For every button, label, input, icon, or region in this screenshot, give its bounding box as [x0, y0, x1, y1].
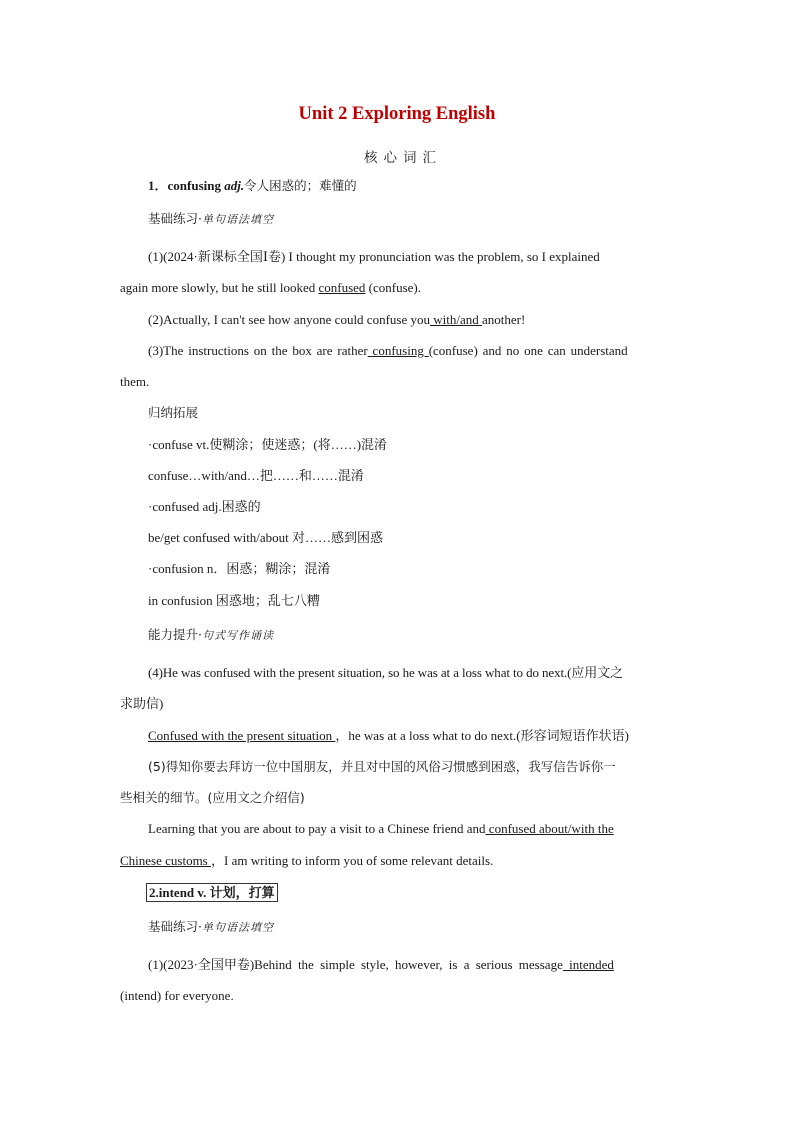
expand-heading: 归纳拓展	[148, 405, 199, 420]
exercise-4-line-2: 求助信)	[120, 696, 164, 711]
answer-blank: confusing	[367, 343, 429, 358]
item-word: confusing	[167, 178, 221, 193]
vocab-item-2-heading: 2.intend v. 计划，打算	[146, 883, 278, 902]
answer-blank: Chinese customs	[120, 853, 211, 868]
page-title: Unit 2 Exploring English	[298, 104, 496, 124]
expand-line-1: ·confuse vt.使糊涂；使迷惑；(将……)混淆	[148, 437, 388, 452]
expand-line-6: in confusion 困惑地；乱七八糟	[148, 593, 320, 608]
item-pos: adj.	[224, 178, 245, 193]
section-ability-practice: 能力提升·句式写作诵读	[148, 627, 274, 642]
section-subtitle: 核心词汇	[364, 150, 442, 166]
exercise-6-line-1: (1)(2023·全国甲卷)Behind the simple style, however, is a serious message intended	[148, 957, 614, 972]
exercise-4-line-1: (4)He was confused with the present situation, so he was at a loss what to do next.(应用文之	[148, 665, 623, 680]
answer-blank: confused about/with the	[485, 821, 614, 836]
exercise-5-line-3: Learning that you are about to pay a visit to a Chinese friend and confused about/with the	[148, 821, 614, 836]
answer-blank: intended	[562, 957, 614, 972]
answer-blank: Confused with the present situation	[148, 728, 336, 743]
exercise-1-line-1: (1)(2024·新课标全国Ⅰ卷) I thought my pronunciation was the problem, so I explained	[148, 249, 600, 264]
expand-line-3: ·confused adj.困惑的	[148, 499, 261, 514]
expand-line-2: confuse…with/and…把……和……混淆	[148, 468, 364, 483]
expand-line-4: be/get confused with/about 对……感到困惑	[148, 530, 384, 545]
exercise-2: (2)Actually, I can't see how anyone could confuse you with/and another!	[148, 312, 526, 327]
exercise-1-line-2: again more slowly, but he still looked confused (confuse).	[120, 280, 421, 295]
exercise-3-line-1: (3)The instructions on the box are rather confusing (confuse) and no one can understand	[148, 343, 628, 358]
vocab-item-1-heading	[148, 177, 357, 195]
exercise-5-line-1: (5)得知你要去拜访一位中国朋友，并且对中国的风俗习惯感到困惑，我写信告诉你一	[148, 759, 616, 774]
exercise-5-line-2: 些相关的细节。(应用文之介绍信)	[120, 790, 305, 805]
exercise-3-line-2: them.	[120, 374, 150, 389]
expand-line-5: ·confusion n．困惑；糊涂；混淆	[148, 561, 331, 576]
exercise-4-answer-line: Confused with the present situation ，he was at a loss what to do next.(形容词短语作状语)	[148, 728, 629, 743]
exercise-6-line-2: (intend) for everyone.	[120, 988, 234, 1003]
item-meaning: 令人困惑的；难懂的	[244, 178, 357, 193]
answer-blank: with/and	[430, 312, 482, 327]
section-basic-practice-2: 基础练习·单句语法填空	[148, 919, 274, 934]
exercise-5-line-4: Chinese customs ，I am writing to inform you of some relevant details.	[120, 853, 494, 868]
section-basic-practice: 基础练习·单句语法填空	[148, 211, 274, 226]
answer-blank: confused	[318, 280, 366, 295]
item-number: 1．	[148, 178, 168, 193]
